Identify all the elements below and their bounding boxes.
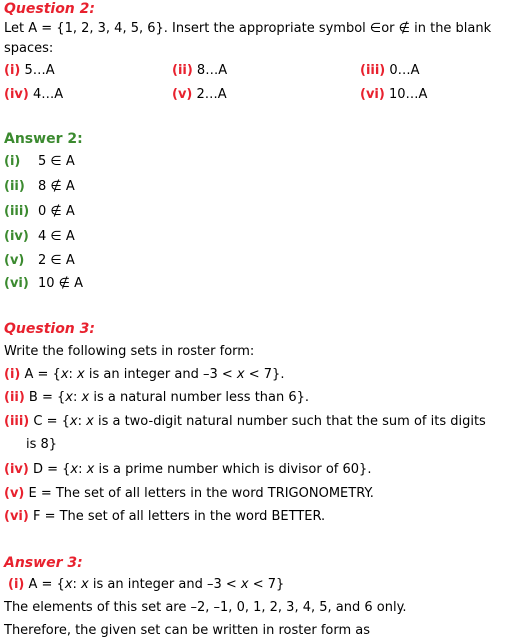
q3-item-iii-continued: is 8} (26, 437, 58, 452)
answer-2-title: Answer 2: (4, 131, 83, 147)
question-3-title: Question 3: (4, 321, 95, 337)
a3-line-3: Therefore, the given set can be written in roster form as (4, 623, 371, 638)
answer-3-title: Answer 3: (4, 555, 83, 571)
question-2-text-line2: spaces: (4, 41, 54, 56)
q2-part-ii: (ii) 8…A (172, 63, 228, 78)
q3-item-vi: (vi) F = The set of all letters in the word BETTER. (4, 509, 326, 524)
a2-item-i: (i) 5 ∈ A (4, 154, 75, 169)
q3-item-iii: (iii) C = {x: x is a two-digit natural number such that the sum of its digits (4, 414, 486, 429)
q3-item-iv: (iv) D = {x: x is a prime number which is divisor of 60}. (4, 462, 372, 477)
question-2-text-line1: Let A = {1, 2, 3, 4, 5, 6}. Insert the appropriate symbol ∈or ∉ in the blank (4, 21, 492, 36)
a2-item-vi: (vi) 10 ∉ A (4, 276, 84, 291)
a3-line-2: The elements of this set are –2, –1, 0, 1, 2, 3, 4, 5, and 6 only. (4, 600, 407, 615)
a2-item-iv: (iv) 4 ∈ A (4, 229, 75, 244)
q2-part-iii: (iii) 0…A (360, 63, 420, 78)
q2-part-iv: (iv) 4…A (4, 87, 64, 102)
a2-item-ii: (ii) 8 ∉ A (4, 179, 75, 194)
q2-part-vi: (vi) 10…A (360, 87, 428, 102)
q3-item-v: (v) E = The set of all letters in the word TRIGONOMETRY. (4, 486, 374, 501)
q2-part-v: (v) 2…A (172, 87, 227, 102)
question-2-title: Question 2: (4, 1, 95, 17)
a2-item-v: (v) 2 ∈ A (4, 253, 75, 268)
q2-part-i: (i) 5…A (4, 63, 55, 78)
a2-item-iii: (iii) 0 ∉ A (4, 204, 75, 219)
q3-item-i: (i) A = {x: x is an integer and –3 < x < 7}. (4, 367, 285, 382)
q3-item-ii: (ii) B = {x: x is a natural number less than 6}. (4, 390, 310, 405)
question-3-intro: Write the following sets in roster form: (4, 344, 255, 359)
a3-line-1: (i) A = {x: x is an integer and –3 < x < 7} (8, 577, 285, 592)
